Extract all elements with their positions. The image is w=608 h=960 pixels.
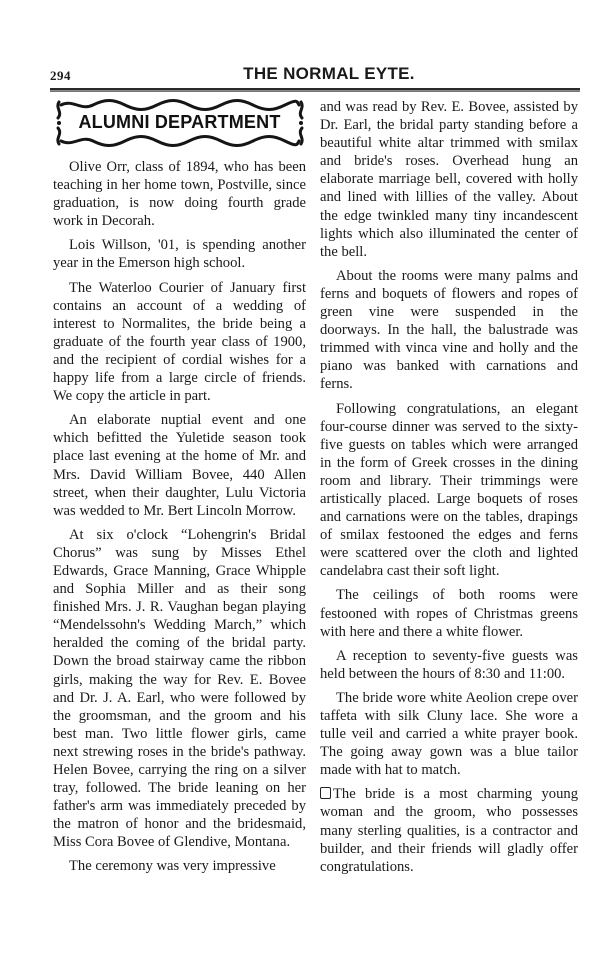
paragraph: and was read by Rev. E. Bovee, assisted by Dr. Earl, the bridal party standing before a beautiful white altar trimmed with smilax and bride's roses. Overhead hung an elaborate marriage bell, covered with holly and lined with lillies of the valley. About the edge twinkled many tiny incandescent lights which also illuminated the center of the bell.: [320, 99, 578, 260]
department-heading-box: [53, 98, 306, 148]
paragraph: An elaborate nuptial event and one which befitted the Yuletide season took place last evening at the home of Mr. and Mrs. David William Bovee, 440 Allen street, when their daughter, Lulu Victoria was wedded to Mr. Bert Lincoln Morrow.: [53, 412, 306, 519]
paragraph: The bride wore white Aeolion crepe over taffeta with silk Cluny lace. She wore a tulle veil and carried a white prayer book. The going away gown was a blue tailor made with hat to match.: [320, 689, 578, 779]
paragraph: A reception to seventy-five guests was held between the hours of 8:30 and 11:00.: [320, 647, 578, 682]
department-title: ALUMNI DEPARTMENT: [78, 112, 281, 132]
right-column: [320, 98, 578, 882]
left-column: [53, 98, 306, 882]
running-head-title: THE NORMAL EYTE.: [243, 64, 415, 83]
paragraph-text: The bride is a most charming young woman and the groom, who possesses many sterling qualities, is a contractor and builder, and their friends will gladly offer congratulations.: [320, 786, 578, 875]
paragraph: The ceremony was very impressive: [69, 858, 276, 875]
paragraph: Following congratulations, an elegant four-course dinner was served to the sixty-five guests on tables which were arranged in the form of Greek crosses in the dining room and library. Their trimmings were artistically placed. Large boquets of roses and carnations were on the tables, drapings of smilax festooned the edges and ferns were scattered over the cloth and lighted candelabra cast their soft light.: [320, 400, 578, 580]
header-rule: [50, 88, 580, 92]
paragraph: Olive Orr, class of 1894, who has been teaching in her home town, Postville, since graduation, is now doing fourth grade work in Decorah.: [53, 159, 306, 230]
paragraph-with-mark: [320, 785, 578, 875]
paragraph: At six o'clock “Lohengrin's Bridal Chorus” was sung by Misses Ethel Edwards, Grace Manning, Grace Whipple and Sophia Miller and as their song finished Mrs. J. R. Vaughan began playing “Mendelssohn's Wedding March,” which heralded the coming of the bridal party. Down the broad stairway came the ribbon girls, making the way for Rev. E. Bovee and Dr. J. A. Earl, who were followed by the groomsman, and the groom and his best man. Two little flower girls, came next strewing roses in the bride's pathway. Helen Bovee, carrying the ring on a silver tray, followed. The bride leaning on her father's arm was immediately preceded by the matron of honor and the bridesmaid, Miss Cora Bovee of Glendive, Montana.: [53, 526, 306, 851]
bracket-mark-icon: [320, 787, 331, 799]
paragraph: The Waterloo Courier of January first contains an account of a wedding of interest to Normalites, the bride being a graduate of the fourth year class of 1900, and the recipient of cordial wishes for a happy life from a large circle of friends. We copy the article in part.: [53, 279, 306, 405]
paragraph: The ceilings of both rooms were festooned with ropes of Christmas greens with here and there a white flower.: [320, 587, 578, 640]
paragraph: About the rooms were many palms and ferns and boquets of flowers and ropes of green vine were suspended in the doorways. In the hall, the balustrade was trimmed with vinca vine and holly and the piano was banked with carnations and ferns.: [320, 267, 578, 393]
page-number: 294: [50, 68, 71, 83]
paragraph: Lois Willson, '01, is spending another year in the Emerson high school.: [53, 237, 306, 272]
